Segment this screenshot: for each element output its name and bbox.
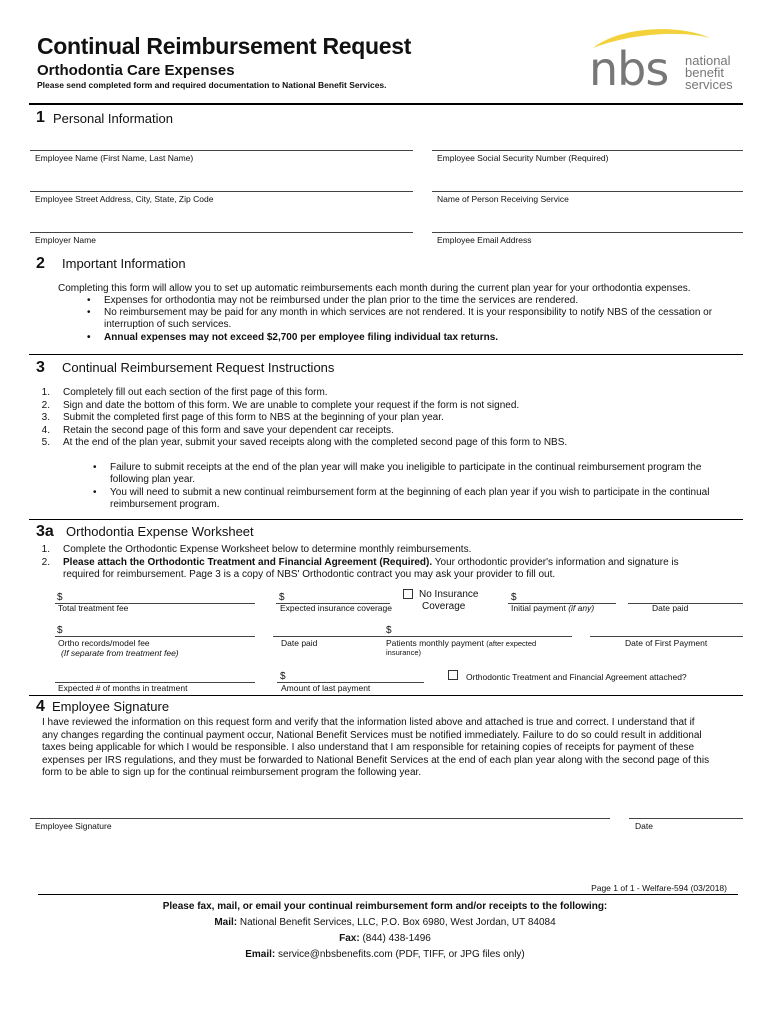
section3-number: 3 [36, 359, 45, 376]
para-line: I have reviewed the information on this request form and verify that the information listed above and attached is true and correct. I understand that if [42, 717, 695, 728]
section3-note: • Failure to submit receipts at the end of the plan year will make you ineligible to participate in the continual reimbursement program the [93, 462, 702, 473]
expected-months-label: Expected # of months in treatment [58, 683, 188, 693]
footer-heading: Please fax, mail, or email your continual reimbursement form and/or receipts to the following: [162, 901, 608, 912]
dollar-sign: $ [57, 625, 63, 636]
form-instruction: Please send completed form and required documentation to National Benefit Services. [37, 80, 387, 90]
section3a-title: Orthodontia Expense Worksheet [66, 524, 254, 539]
step-item: 2. Sign and date the bottom of this form. We are unable to complete your request if the form is not signed. [41, 399, 520, 411]
section1-number: 1 [36, 109, 45, 126]
section3a-divider [29, 695, 743, 696]
section4-paragraph [42, 717, 709, 780]
dollar-sign: $ [280, 671, 286, 682]
no-insurance-label: No Insurance [419, 589, 479, 600]
footer-email: Email: service@nbsbenefits.com (PDF, TIFF, or JPG files only) [245, 949, 525, 960]
nbs-logo [585, 22, 745, 102]
address-label: Employee Street Address, City, State, Zip Code [35, 194, 214, 204]
employer-label: Employer Name [35, 235, 96, 245]
section3-steps [36, 387, 567, 450]
page-number: Page 1 of 1 - Welfare-594 (03/2018) [591, 883, 727, 893]
form-title: Continual Reimbursement Request [37, 33, 412, 59]
ortho-records-label: Ortho records/model fee [58, 638, 150, 648]
section4-title: Employee Signature [52, 699, 170, 714]
employee-name-label: Employee Name (First Name, Last Name) [35, 153, 194, 163]
step-item: 4. Retain the second page of this form and save your dependent car receipts. [41, 424, 394, 436]
coverage-label: Coverage [422, 601, 466, 612]
section2-bullet: • Annual expenses may not exceed $2,700 per employee filing individual tax returns. [87, 332, 499, 343]
receiving-label: Name of Person Receiving Service [437, 194, 569, 204]
header-divider [29, 103, 743, 105]
date-paid-label: Date paid [652, 603, 689, 613]
step-item: 1. Completely fill out each section of the first page of this form. [41, 387, 328, 398]
email-label: Employee Email Address [437, 235, 532, 245]
dollar-sign: $ [386, 625, 392, 636]
step-item: 5. At the end of the plan year, submit your saved receipts along with the completed second page of this form to NBS. [41, 437, 568, 448]
section1-title: Personal Information [53, 111, 173, 126]
section3-note-cont: following plan year. [110, 474, 196, 485]
date-paid2-field[interactable] [273, 636, 385, 637]
if-separate-label: (If separate from treatment fee) [61, 648, 179, 658]
amount-last-label: Amount of last payment [281, 683, 371, 693]
monthly-payment-field[interactable] [384, 636, 572, 637]
agreement-checkbox[interactable] [448, 670, 458, 680]
section3-divider [29, 519, 743, 520]
ssn-field[interactable] [432, 150, 743, 151]
section2-divider [29, 354, 743, 355]
signature-field[interactable] [30, 818, 610, 819]
para-line: form to be able to sign up for the continual reimbursement program the following year. [42, 767, 422, 779]
no-insurance-checkbox[interactable] [403, 589, 413, 599]
section3-title: Continual Reimbursement Request Instructions [62, 360, 335, 375]
section2-intro: Completing this form will allow you to set up automatic reimbursements each month during the current plan year for your orthodontia expenses. [58, 283, 691, 294]
step-item: 2. Please attach the Orthodontic Treatment and Financial Agreement (Required). Your orthodontic provider's information and signature is [41, 556, 679, 568]
logo-line3: services [685, 77, 733, 92]
logo-line1: national [685, 53, 731, 68]
section3-note: • You will need to submit a new continual reimbursement form at the beginning of each plan year if you wish to participate in the continual [93, 487, 710, 498]
signature-label: Employee Signature [35, 821, 112, 831]
section2-title: Important Information [62, 256, 186, 271]
date-field[interactable] [629, 818, 743, 819]
date-first-field[interactable] [590, 636, 743, 637]
section2-bullet: • Expenses for orthodontia may not be reimbursed under the plan prior to the time the services are rendered. [87, 295, 579, 306]
monthly-payment-label: Patients monthly payment (after expected [386, 638, 537, 648]
para-line: any changes regarding the continual payment occur, National Benefit Services must be notified immediately. Failure to do so could result in additional [42, 729, 702, 741]
para-line: expenses per IRS regulations, and they must be forwarded to National Benefit Services at the end of each plan year along with the second page of this [42, 754, 710, 766]
logo-letters: nbs [589, 42, 669, 96]
email-field[interactable] [432, 232, 743, 233]
footer-fax: Fax: (844) 438-1496 [339, 933, 431, 944]
section2-bullet-cont: interruption of such services. [104, 319, 232, 330]
step-item: 3. Submit the completed first page of this form to NBS at the beginning of your plan year. [41, 412, 444, 423]
date-paid2-label: Date paid [281, 638, 318, 648]
dollar-sign: $ [57, 592, 63, 603]
insurance-label: insurance) [386, 648, 422, 657]
section3-note-cont: reimbursement program. [110, 499, 220, 510]
ssn-label: Employee Social Security Number (Required) [437, 153, 609, 163]
section3a-steps [36, 544, 679, 582]
address-field[interactable] [30, 191, 413, 192]
step-item: 1. Complete the Orthodontic Expense Worksheet below to determine monthly reimbursements. [41, 544, 472, 555]
section2-bullet: • No reimbursement may be paid for any month in which services are not rendered. It is your responsibility to notify NBS of the cessation or [87, 307, 713, 318]
section2-number: 2 [36, 255, 45, 272]
logo-line2: benefit [685, 65, 725, 80]
dollar-sign: $ [511, 592, 517, 603]
step-item-cont: required for reimbursement. Page 3 is a copy of NBS' Orthodontic contract you may ask your provider to fill out. [63, 569, 556, 580]
footer-divider [38, 894, 738, 895]
agreement-label: Orthodontic Treatment and Financial Agreement attached? [466, 672, 687, 682]
receiving-field[interactable] [432, 191, 743, 192]
ortho-records-field[interactable] [55, 636, 255, 637]
footer-mail: Mail: National Benefit Services, LLC, P.O. Box 6980, West Jordan, UT 84084 [214, 917, 556, 928]
dollar-sign: $ [279, 592, 285, 603]
para-line: taxes being applicable for which I would be responsible. I also understand that I am responsible for retaining copies of receipts for payment of these [42, 742, 695, 754]
total-fee-label: Total treatment fee [58, 603, 129, 613]
initial-payment-label: Initial payment (if any) [511, 603, 595, 613]
footer-block [0, 899, 770, 963]
form-subtitle: Orthodontia Care Expenses [37, 62, 235, 79]
section4-number: 4 [36, 698, 45, 715]
date-first-label: Date of First Payment [625, 638, 708, 648]
date-label: Date [635, 821, 653, 831]
employee-name-field[interactable] [30, 150, 413, 151]
section3a-number: 3a [36, 523, 54, 540]
employer-field[interactable] [30, 232, 413, 233]
expected-coverage-label: Expected insurance coverage [280, 603, 392, 613]
